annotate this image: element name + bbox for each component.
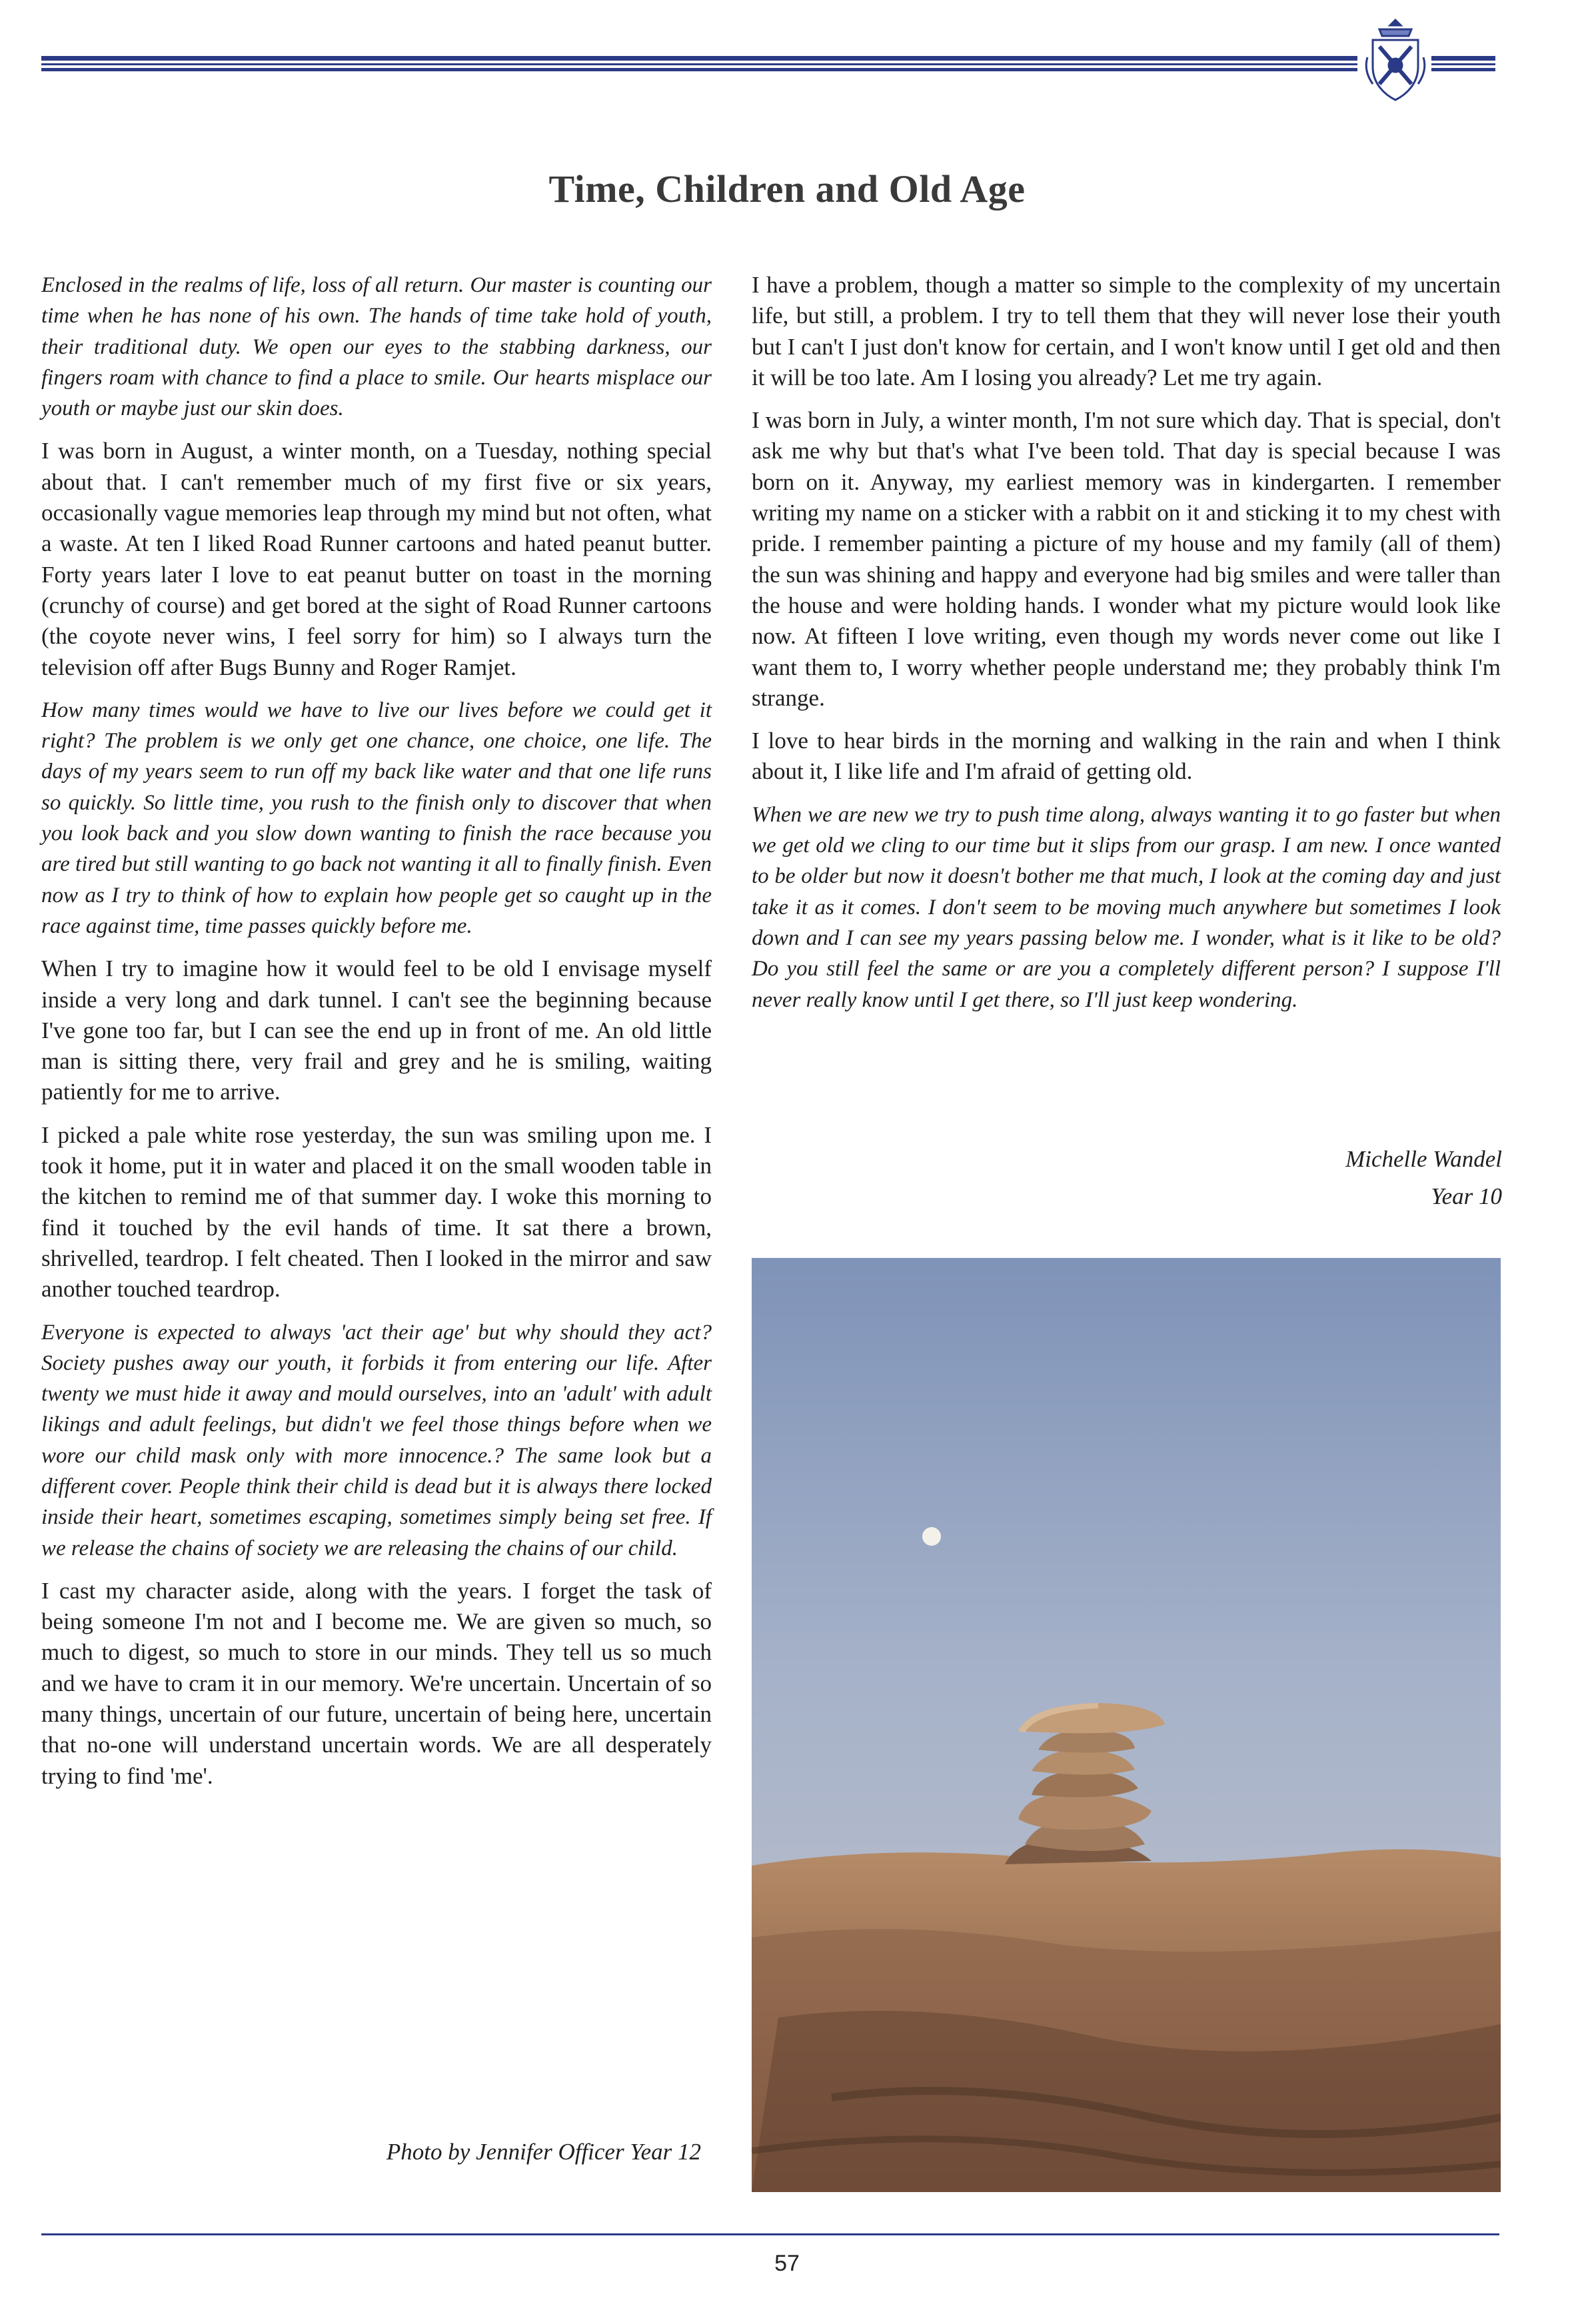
article-title: Time, Children and Old Age [548,167,1026,211]
paragraph: I picked a pale white rose yesterday, the sun was smiling upon me. I took it home, put it in water and placed it on the small wooden table in the kitchen to remind me of that summer day. I woke this morning to find it touched by the evil hands of time. It sat there a brown, shrivelled, teardrop. I felt cheated. Then I looked in the mirror and saw another touched teardrop. [41,1121,712,1303]
paragraph: I was born in August, a winter month, on a Tuesday, nothing special about that. I can't remember much of my first five or six years, occasionally vague memories leap through my mind but not often, what a waste. At ten I liked Road Runner cartoons and hated peanut butter. Forty years later I love to eat peanut butter on toast in the morning (crunchy of course) and get bored at the sight of Road Runner cartoons (the coyote never wins, I feel sorry for him) so I always turn the television off after Bugs Bunny and Roger Ramjet. [41,438,712,680]
header-rule-right [1431,56,1495,71]
header-rule [41,63,1357,65]
paragraph: How many times would we have to live our lives before we could get it right? The problem is we only get one chance, one choice, one life. The days of my years seem to run off my back like water and that one life runs so quickly. So little time, you rush to the finish only to discover that when you look back and you slow down wanting to finish the race because you are tired but still wanting to go back not wanting it all to finally finish. Even now as I try to think of how to explain how people get so caught up in the race against time, time passes quickly before me. [41,698,712,938]
paragraph: When I try to imagine how it would feel to be old I envisage myself inside a very long and dark tunnel. I can't see the beginning because I've gone too far, but I can see the end up in front of me. An old little man is sitting there, very frail and grey and he is smiling, waiting patiently for me to arrive. [41,955,712,1105]
author-year: Year 10 [1431,1183,1502,1209]
moon-icon [922,1527,941,1546]
left-column [41,270,712,1804]
right-column [752,270,1501,1027]
paragraph: I love to hear birds in the morning and walking in the rain and when I think about it, I like life and I'm afraid of getting old. [752,728,1501,785]
footer-rule [41,2233,1499,2235]
paragraph: I was born in July, a winter month, I'm not sure which day. That is special, don't ask me why but that's what I've been told. That day is special because I was born on it. Anyway, my earliest memory was in kindergarten. I remember writing my name on a sticker with a rabbit on it and sticking it to my chest with pride. I remember painting a picture of my house and my family (all of them) the sun was shining and happy and everyone had big smiles and were taller than the house and were holding hands. I wonder what my picture would look like now. At fifteen I love writing, even though my words never come out like I want them to, I worry whether people understand me; they probably think I'm strange. [752,407,1501,711]
paragraph: I cast my character aside, along with the years. I forget the task of being someone I'm not and I become me. We are given so much, so much to digest, so much to store in our minds. They tell us so much and we have to cram it in our memory. We're uncertain. Uncertain of so many things, uncertain of our future, uncertain of being here, uncertain that no-one will understand uncertain words. We are all desperately trying to find 'me'. [41,1577,712,1789]
photo-credit: Photo by Jennifer Officer Year 12 [386,2139,701,2165]
paragraph: Enclosed in the realms of life, loss of all return. Our master is counting our time when he has none of his own. The hands of time take hold of youth, their traditional duty. We open our eyes to the stabbing darkness, our fingers roam with chance to find a place to smile. Our hearts misplace our youth or maybe just our skin does. [41,273,712,421]
author-name: Michelle Wandel [1345,1146,1502,1172]
header-rule [41,68,1357,71]
header-rule [41,56,1357,61]
paragraph: When we are new we try to push time along, always wanting it to go faster but when we get old we cling to our time but it slips from our grasp. I am new. I once wanted to be older but now it doesn't bother me that much, I look at the coming day and just take it as it comes. I don't seem to be moving much anywhere but sometimes I look down and I can see my years passing below me. I wonder, what is it like to be old? Do you still feel the same or are you a completely different person? I suppose I'll never really know until I get there, so I'll just keep wondering. [752,802,1501,1012]
paragraph: Everyone is expected to always 'act their age' but why should they act? Society pushes away our youth, it forbids it from entering our life. After twenty we must hide it away and mould ourselves, into an 'adult' with adult likings and adult feelings, but didn't we feel those things before when we wore our child mask only with more innocence.? The same look but a different cover. People think their child is dead but it is always there locked inside their heart, sometimes escaping, sometimes simply being set free. If we release the chains of society we are releasing the chains of our child. [41,1320,712,1560]
school-crest-icon [1359,17,1431,104]
cairn-photo [752,1258,1501,2192]
paragraph: I have a problem, though a matter so simple to the complexity of my uncertain life, but still, a problem. I try to tell them that they will never lose their youth but I can't I just don't know for certain, and I won't know until I get old and then it will be too late. Am I losing you already? Let me try again. [752,272,1501,390]
page-number: 57 [774,2251,800,2276]
